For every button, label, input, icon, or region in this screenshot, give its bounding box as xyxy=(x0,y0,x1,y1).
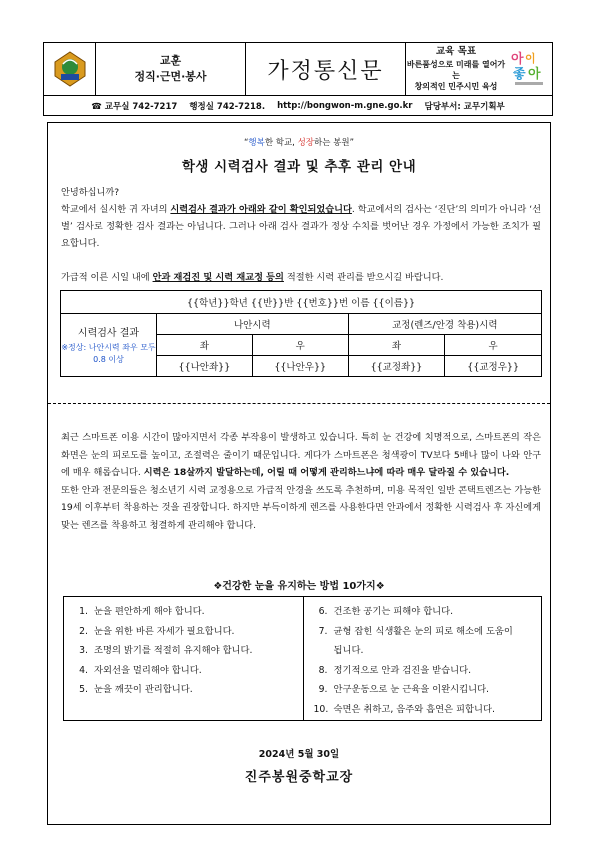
tip-number: 10. xyxy=(313,703,329,715)
tip-number: 6. xyxy=(318,606,328,617)
naked-left-header: 좌 xyxy=(157,335,253,356)
tip-item xyxy=(314,602,542,622)
svg-text:좋: 좋 xyxy=(513,67,526,82)
tip-item xyxy=(74,602,303,622)
request-text-b: 적절한 시력 관리를 받으시길 바랍니다. xyxy=(283,272,444,283)
smartphone-text-a: 최근 스마트폰 이용 시간이 많아지면서 각종 부작용이 발생하고 있습니다. 특히 눈 건강에 치명적으로, 스마트폰의 작은 화면은 눈의 피로도를 높이고, 조절력은 줄이기 때문입니다. 게다가 스마트폰은 청색광이 TV보다 5배나 많이 나와 안구에 매우 해롭습니다. xyxy=(61,432,541,479)
school-logo xyxy=(506,43,552,95)
smartphone-paragraph xyxy=(61,429,541,535)
cut-line-divider xyxy=(48,403,550,404)
school-url[interactable]: http://bongwon-m.gne.go.kr xyxy=(277,100,413,111)
tip-number: 2. xyxy=(79,625,88,637)
slogan-growth: 성장 xyxy=(297,138,315,148)
slogan-mid: 한 학교, xyxy=(264,138,298,148)
naked-right-header: 우 xyxy=(252,335,348,356)
result-label-cell xyxy=(61,314,157,377)
education-goal xyxy=(406,43,506,95)
svg-text:아: 아 xyxy=(511,52,524,67)
tip-text: 눈을 편안하게 해야 합니다. xyxy=(94,606,205,617)
vision-result-table xyxy=(60,290,542,377)
tip-item xyxy=(74,641,303,661)
tip-item xyxy=(314,700,542,720)
goal-label: 교육 목표 xyxy=(435,46,476,57)
tip-text: 조명의 밝기를 적절히 유지해야 합니다. xyxy=(94,645,253,656)
lens-advice-text: 또한 안과 전문의들은 청소년기 시력 교정용으로 가급적 안경을 쓰도록 추천하며, 미용 목적인 일반 콘택트렌즈는 가능한 19세 이후부터 착용하는 것을 권장합니다. 하지만 부득이하게 렌즈를 사용한다면 안과에서 정확한 시력검사 후 자신에게 맞는 렌즈를 착용하고 청결하게 관리해야 합니다. xyxy=(61,484,541,531)
slogan-happy: 행복 xyxy=(248,138,265,148)
tip-text: 자외선을 멀리해야 합니다. xyxy=(94,664,202,676)
tip-item xyxy=(314,622,542,661)
tip-number: 4. xyxy=(79,664,88,676)
school-mascot-logo-icon xyxy=(507,49,551,89)
result-label: 시력검사 결과 xyxy=(77,328,140,339)
slogan-quote: “ xyxy=(244,138,249,148)
corrected-left-header: 좌 xyxy=(348,335,445,356)
tip-text: 건조한 공기는 피해야 합니다. xyxy=(333,606,454,617)
corrected-left-value: {{교정좌}} xyxy=(348,356,445,377)
student-info-row: {{학년}}학년 {{반}}반 {{번호}}번 이름 {{이름}} xyxy=(61,291,542,314)
tip-text: 안구운동으로 눈 근육을 이완시킵니다. xyxy=(333,684,490,695)
goal-line-2: 창의적인 민주시민 육성 xyxy=(414,82,498,91)
tip-number: 9. xyxy=(318,684,328,695)
tip-text: 눈을 깨끗이 관리합니다. xyxy=(94,684,193,695)
tip-item xyxy=(314,680,542,700)
school-slogan xyxy=(48,136,550,148)
newsletter-title: 가정통신문 xyxy=(246,43,406,95)
tip-number: 5. xyxy=(79,684,88,695)
motto-text: 정직·근면·봉사 xyxy=(134,70,207,83)
request-highlight: 안과 재검진 및 시력 재교정 등의 xyxy=(152,272,284,283)
notice-title: 학생 시력검사 결과 및 추후 관리 안내 xyxy=(181,159,417,175)
naked-right-value: {{나안우}} xyxy=(252,356,348,377)
eye-care-tips-box xyxy=(63,596,542,721)
corrected-vision-header: 교정(렌즈/안경 착용)시력 xyxy=(348,314,541,335)
naked-left-value: {{나안좌}} xyxy=(157,356,253,377)
request-text-a: 가급적 이른 시일 내에 xyxy=(61,272,153,283)
issue-date: 2024년 5월 30일 xyxy=(258,749,340,760)
tip-number: 8. xyxy=(318,664,328,676)
tip-item xyxy=(74,680,303,700)
contact-bar xyxy=(43,96,553,116)
tip-item xyxy=(74,661,303,681)
motto-label: 교훈 xyxy=(159,54,182,67)
tip-text: 정기적으로 안과 검진을 받습니다. xyxy=(333,664,472,676)
corrected-right-header: 우 xyxy=(445,335,542,356)
principal-signature: 진주봉원중학교장 xyxy=(244,770,354,785)
intro-text-b: . 학교에서의 검사는 ‘진단’의 의미가 아니라 ‘선별’ 검사로 정확한 검사 결과는 아닙니다. 그러나 아래 검사 결과가 정상 수치를 벗어난 경우 가정에서 가능한 조치가 필요합니다. xyxy=(61,204,542,250)
school-emblem-icon xyxy=(53,50,87,88)
intro-text-a: 학교에서 실시한 귀 자녀의 xyxy=(61,204,171,215)
request-paragraph xyxy=(61,269,541,286)
school-emblem xyxy=(44,43,96,95)
smartphone-highlight: 시력은 18살까지 발달하는데, 어릴 때 어떻게 관리하느냐에 따라 매우 달라질 수 있습니다. xyxy=(143,467,510,479)
tip-number: 3. xyxy=(79,645,88,656)
svg-text:이: 이 xyxy=(525,52,536,65)
admin-phone: 행정실 742-7218. xyxy=(189,101,266,112)
tip-number: 1. xyxy=(79,606,88,617)
tip-item xyxy=(314,661,542,681)
tip-number: 7. xyxy=(318,625,328,637)
corrected-right-value: {{교정우}} xyxy=(445,356,542,377)
tips-title: ❖건강한 눈을 유지하는 방법 10가지❖ xyxy=(213,581,385,592)
newsletter-header xyxy=(43,42,553,96)
tip-text: 눈을 위한 바른 자세가 필요합니다. xyxy=(94,625,235,637)
tip-item xyxy=(74,622,303,642)
naked-vision-header: 나안시력 xyxy=(157,314,349,335)
greeting: 안녕하십니까? xyxy=(61,187,120,198)
intro-highlight: 시력검사 결과가 아래와 같이 확인되었습니다 xyxy=(170,204,352,215)
responsible-dept: 담당부서: 교무기획부 xyxy=(424,101,505,112)
school-motto xyxy=(96,43,246,95)
goal-line-1: 바른품성으로 미래를 열어가는 xyxy=(406,60,506,80)
svg-text:아: 아 xyxy=(528,67,541,82)
normal-range-note: ※정상: 나안시력 좌우 모두 0.8 이상 xyxy=(61,343,156,364)
tips-left-column xyxy=(64,597,303,720)
notice-body xyxy=(47,122,551,825)
office-phone: ☎ 교무실 742-7217 xyxy=(91,101,178,112)
intro-paragraph xyxy=(61,201,541,253)
slogan-end: 하는 봉원” xyxy=(314,138,354,148)
tips-right-column xyxy=(303,597,542,720)
tip-text: 균형 잡힌 식생활은 눈의 피로 해소에 도움이 됩니다. xyxy=(333,625,513,656)
tip-text: 숙면은 취하고, 음주와 흡연은 피합니다. xyxy=(333,703,495,715)
